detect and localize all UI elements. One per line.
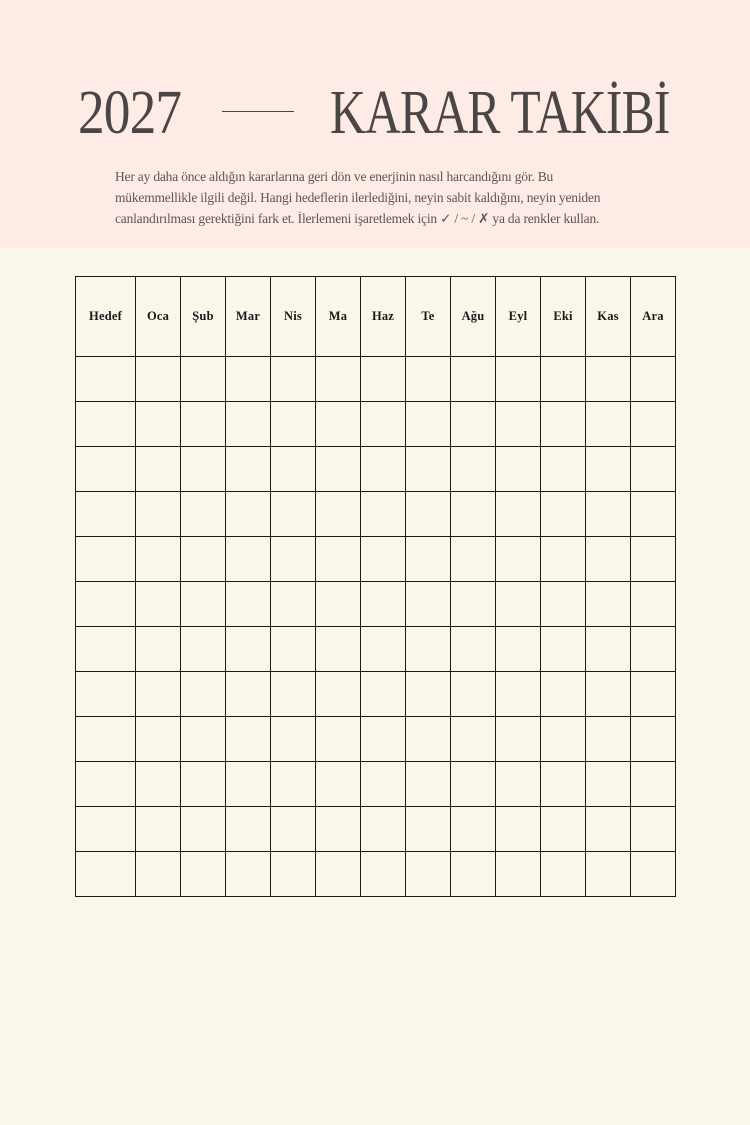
goal-cell[interactable] bbox=[76, 807, 136, 852]
table-row bbox=[76, 492, 676, 537]
month-cell[interactable] bbox=[406, 402, 451, 447]
month-cell[interactable] bbox=[136, 402, 181, 447]
table-row bbox=[76, 402, 676, 447]
month-cell[interactable] bbox=[271, 537, 316, 582]
table-row bbox=[76, 717, 676, 762]
table-row bbox=[76, 582, 676, 627]
month-cell[interactable] bbox=[271, 852, 316, 897]
month-cell[interactable] bbox=[406, 672, 451, 717]
month-cell[interactable] bbox=[631, 537, 676, 582]
month-cell[interactable] bbox=[586, 582, 631, 627]
month-cell[interactable] bbox=[586, 627, 631, 672]
month-cell[interactable] bbox=[586, 762, 631, 807]
month-cell[interactable] bbox=[181, 672, 226, 717]
month-cell[interactable] bbox=[271, 447, 316, 492]
table-row bbox=[76, 447, 676, 492]
month-cell[interactable] bbox=[361, 852, 406, 897]
month-cell[interactable] bbox=[316, 492, 361, 537]
table-row bbox=[76, 672, 676, 717]
month-cell[interactable] bbox=[496, 627, 541, 672]
month-cell[interactable] bbox=[181, 357, 226, 402]
month-cell[interactable] bbox=[496, 672, 541, 717]
month-cell[interactable] bbox=[451, 447, 496, 492]
month-cell[interactable] bbox=[451, 762, 496, 807]
month-cell[interactable] bbox=[136, 447, 181, 492]
column-header-month: Haz bbox=[361, 277, 406, 357]
month-cell[interactable] bbox=[136, 807, 181, 852]
month-cell[interactable] bbox=[271, 357, 316, 402]
month-cell[interactable] bbox=[226, 402, 271, 447]
month-cell[interactable] bbox=[541, 627, 586, 672]
month-cell[interactable] bbox=[406, 807, 451, 852]
month-cell[interactable] bbox=[226, 627, 271, 672]
month-cell[interactable] bbox=[541, 672, 586, 717]
page-header bbox=[0, 0, 750, 248]
month-cell[interactable] bbox=[181, 852, 226, 897]
month-cell[interactable] bbox=[361, 672, 406, 717]
month-cell[interactable] bbox=[406, 762, 451, 807]
month-cell[interactable] bbox=[316, 852, 361, 897]
table-header-row bbox=[76, 277, 676, 357]
month-cell[interactable] bbox=[496, 762, 541, 807]
month-cell[interactable] bbox=[586, 672, 631, 717]
month-cell[interactable] bbox=[496, 582, 541, 627]
month-cell[interactable] bbox=[316, 672, 361, 717]
month-cell[interactable] bbox=[271, 492, 316, 537]
goal-cell[interactable] bbox=[76, 492, 136, 537]
month-cell[interactable] bbox=[586, 807, 631, 852]
month-cell[interactable] bbox=[181, 762, 226, 807]
month-cell[interactable] bbox=[361, 447, 406, 492]
resolution-tracker-table bbox=[75, 276, 676, 897]
month-cell[interactable] bbox=[451, 492, 496, 537]
month-cell[interactable] bbox=[361, 807, 406, 852]
month-cell[interactable] bbox=[496, 357, 541, 402]
goal-cell[interactable] bbox=[76, 582, 136, 627]
month-cell[interactable] bbox=[631, 627, 676, 672]
column-header-month: Ağu bbox=[451, 277, 496, 357]
month-cell[interactable] bbox=[316, 402, 361, 447]
month-cell[interactable] bbox=[496, 402, 541, 447]
month-cell[interactable] bbox=[316, 447, 361, 492]
month-cell[interactable] bbox=[406, 447, 451, 492]
table-row bbox=[76, 357, 676, 402]
month-cell[interactable] bbox=[361, 537, 406, 582]
month-cell[interactable] bbox=[496, 447, 541, 492]
month-cell[interactable] bbox=[271, 672, 316, 717]
month-cell[interactable] bbox=[631, 357, 676, 402]
title-divider bbox=[222, 111, 294, 112]
column-header-month: Kas bbox=[586, 277, 631, 357]
month-cell[interactable] bbox=[406, 537, 451, 582]
month-cell[interactable] bbox=[406, 492, 451, 537]
month-cell[interactable] bbox=[451, 717, 496, 762]
month-cell[interactable] bbox=[541, 807, 586, 852]
month-cell[interactable] bbox=[181, 492, 226, 537]
month-cell[interactable] bbox=[541, 402, 586, 447]
month-cell[interactable] bbox=[361, 627, 406, 672]
month-cell[interactable] bbox=[496, 717, 541, 762]
month-cell[interactable] bbox=[451, 807, 496, 852]
month-cell[interactable] bbox=[181, 627, 226, 672]
month-cell[interactable] bbox=[451, 672, 496, 717]
intro-line: mükemmellikle ilgili değil. Hangi hedeflerin ilerlediğini, neyin sabit kaldığını, neyin yeniden bbox=[115, 190, 601, 205]
month-cell[interactable] bbox=[271, 717, 316, 762]
table-row bbox=[76, 627, 676, 672]
month-cell[interactable] bbox=[316, 717, 361, 762]
column-header-month: Ma bbox=[316, 277, 361, 357]
table-body bbox=[76, 357, 676, 897]
month-cell[interactable] bbox=[406, 717, 451, 762]
month-cell[interactable] bbox=[631, 762, 676, 807]
month-cell[interactable] bbox=[226, 492, 271, 537]
month-cell[interactable] bbox=[271, 402, 316, 447]
month-cell[interactable] bbox=[181, 717, 226, 762]
column-header-month: Şub bbox=[181, 277, 226, 357]
month-cell[interactable] bbox=[226, 852, 271, 897]
month-cell[interactable] bbox=[406, 357, 451, 402]
month-cell[interactable] bbox=[316, 627, 361, 672]
goal-cell[interactable] bbox=[76, 627, 136, 672]
table-row bbox=[76, 852, 676, 897]
month-cell[interactable] bbox=[631, 672, 676, 717]
month-cell[interactable] bbox=[586, 357, 631, 402]
month-cell[interactable] bbox=[541, 582, 586, 627]
month-cell[interactable] bbox=[361, 762, 406, 807]
goal-cell[interactable] bbox=[76, 357, 136, 402]
month-cell[interactable] bbox=[631, 402, 676, 447]
month-cell[interactable] bbox=[181, 582, 226, 627]
month-cell[interactable] bbox=[136, 627, 181, 672]
month-cell[interactable] bbox=[181, 447, 226, 492]
month-cell[interactable] bbox=[361, 492, 406, 537]
intro-text bbox=[115, 166, 635, 229]
intro-line: Her ay daha önce aldığın kararlarına geri dön ve enerjinin nasıl harcandığını gör. Bu bbox=[115, 169, 554, 184]
month-cell[interactable] bbox=[541, 762, 586, 807]
column-header-month: Te bbox=[406, 277, 451, 357]
intro-line: canlandırılması gerektiğini fark et. İlerlemeni işaretlemek için ✓ / ~ / ✗ ya da renkler kullan. bbox=[115, 211, 600, 226]
page-title: KARAR TAKİBİ bbox=[330, 79, 670, 147]
month-cell[interactable] bbox=[406, 852, 451, 897]
month-cell[interactable] bbox=[361, 357, 406, 402]
title-row bbox=[0, 78, 750, 148]
month-cell[interactable] bbox=[136, 537, 181, 582]
month-cell[interactable] bbox=[586, 447, 631, 492]
column-header-goal: Hedef bbox=[76, 277, 136, 357]
month-cell[interactable] bbox=[226, 807, 271, 852]
month-cell[interactable] bbox=[226, 447, 271, 492]
table-row bbox=[76, 537, 676, 582]
month-cell[interactable] bbox=[136, 357, 181, 402]
goal-cell[interactable] bbox=[76, 672, 136, 717]
month-cell[interactable] bbox=[451, 627, 496, 672]
month-cell[interactable] bbox=[586, 537, 631, 582]
month-cell[interactable] bbox=[586, 402, 631, 447]
month-cell[interactable] bbox=[586, 717, 631, 762]
month-cell[interactable] bbox=[406, 627, 451, 672]
month-cell[interactable] bbox=[181, 537, 226, 582]
month-cell[interactable] bbox=[631, 447, 676, 492]
month-cell[interactable] bbox=[451, 852, 496, 897]
column-header-month: Eki bbox=[541, 277, 586, 357]
month-cell[interactable] bbox=[451, 402, 496, 447]
month-cell[interactable] bbox=[316, 537, 361, 582]
month-cell[interactable] bbox=[586, 492, 631, 537]
table-row bbox=[76, 807, 676, 852]
goal-cell[interactable] bbox=[76, 537, 136, 582]
month-cell[interactable] bbox=[361, 717, 406, 762]
month-cell[interactable] bbox=[316, 762, 361, 807]
month-cell[interactable] bbox=[271, 762, 316, 807]
goal-cell[interactable] bbox=[76, 717, 136, 762]
month-cell[interactable] bbox=[541, 492, 586, 537]
month-cell[interactable] bbox=[406, 582, 451, 627]
column-header-month: Mar bbox=[226, 277, 271, 357]
month-cell[interactable] bbox=[136, 852, 181, 897]
month-cell[interactable] bbox=[631, 807, 676, 852]
month-cell[interactable] bbox=[226, 582, 271, 627]
column-header-month: Eyl bbox=[496, 277, 541, 357]
goal-cell[interactable] bbox=[76, 402, 136, 447]
month-cell[interactable] bbox=[271, 627, 316, 672]
month-cell[interactable] bbox=[136, 492, 181, 537]
month-cell[interactable] bbox=[631, 582, 676, 627]
month-cell[interactable] bbox=[136, 762, 181, 807]
month-cell[interactable] bbox=[316, 582, 361, 627]
month-cell[interactable] bbox=[361, 582, 406, 627]
month-cell[interactable] bbox=[316, 357, 361, 402]
month-cell[interactable] bbox=[541, 852, 586, 897]
month-cell[interactable] bbox=[136, 672, 181, 717]
month-cell[interactable] bbox=[226, 672, 271, 717]
month-cell[interactable] bbox=[226, 762, 271, 807]
month-cell[interactable] bbox=[361, 402, 406, 447]
goal-cell[interactable] bbox=[76, 762, 136, 807]
month-cell[interactable] bbox=[451, 357, 496, 402]
month-cell[interactable] bbox=[631, 852, 676, 897]
month-cell[interactable] bbox=[541, 717, 586, 762]
month-cell[interactable] bbox=[496, 852, 541, 897]
month-cell[interactable] bbox=[496, 492, 541, 537]
month-cell[interactable] bbox=[451, 582, 496, 627]
month-cell[interactable] bbox=[316, 807, 361, 852]
month-cell[interactable] bbox=[541, 447, 586, 492]
month-cell[interactable] bbox=[451, 537, 496, 582]
year-label: 2027 bbox=[78, 79, 182, 147]
month-cell[interactable] bbox=[136, 717, 181, 762]
month-cell[interactable] bbox=[586, 852, 631, 897]
month-cell[interactable] bbox=[136, 582, 181, 627]
month-cell[interactable] bbox=[271, 807, 316, 852]
month-cell[interactable] bbox=[181, 402, 226, 447]
goal-cell[interactable] bbox=[76, 852, 136, 897]
month-cell[interactable] bbox=[226, 357, 271, 402]
table-row bbox=[76, 762, 676, 807]
month-cell[interactable] bbox=[496, 807, 541, 852]
goal-cell[interactable] bbox=[76, 447, 136, 492]
month-cell[interactable] bbox=[226, 537, 271, 582]
month-cell[interactable] bbox=[541, 357, 586, 402]
month-cell[interactable] bbox=[631, 492, 676, 537]
month-cell[interactable] bbox=[631, 717, 676, 762]
column-header-month: Oca bbox=[136, 277, 181, 357]
month-cell[interactable] bbox=[541, 537, 586, 582]
month-cell[interactable] bbox=[226, 717, 271, 762]
month-cell[interactable] bbox=[496, 537, 541, 582]
column-header-month: Nis bbox=[271, 277, 316, 357]
column-header-month: Ara bbox=[631, 277, 676, 357]
month-cell[interactable] bbox=[181, 807, 226, 852]
month-cell[interactable] bbox=[271, 582, 316, 627]
